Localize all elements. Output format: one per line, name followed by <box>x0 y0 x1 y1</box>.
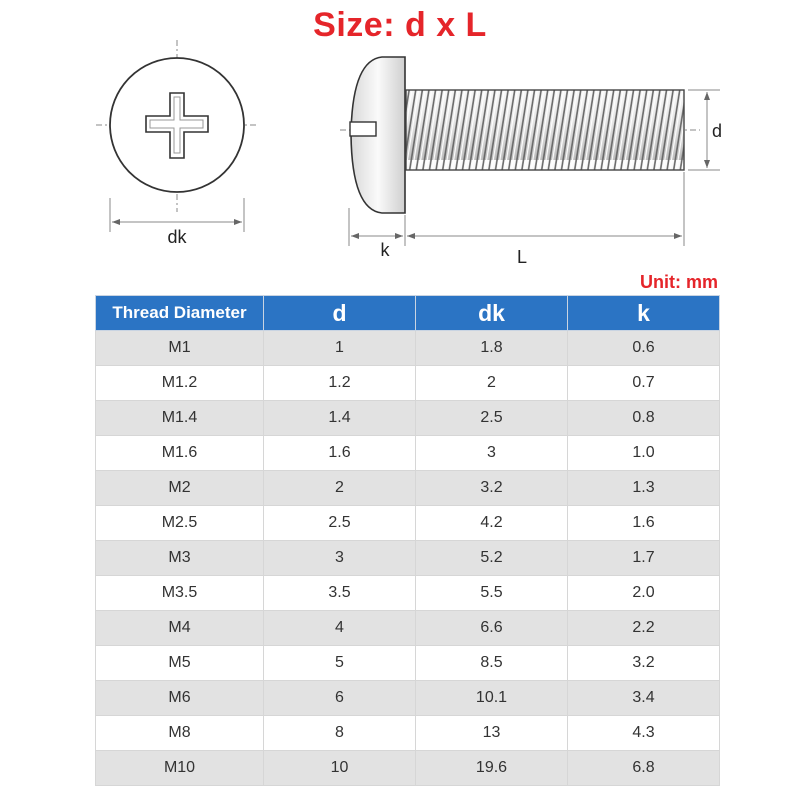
cell-d: 8 <box>264 716 416 751</box>
cell-k: 2.2 <box>568 611 720 646</box>
dk-dimension <box>110 198 244 247</box>
cell-dk: 3.2 <box>416 471 568 506</box>
cell-thread-diameter: M1 <box>96 331 264 366</box>
cell-d: 3.5 <box>264 576 416 611</box>
L-label: L <box>516 247 528 267</box>
cell-k: 4.3 <box>568 716 720 751</box>
d-label: d <box>712 121 723 141</box>
cell-dk: 10.1 <box>416 681 568 716</box>
cell-d: 1.2 <box>264 366 416 401</box>
cell-thread-diameter: M5 <box>96 646 264 681</box>
table-row <box>96 751 720 786</box>
dimension-table <box>95 295 720 786</box>
header-dk: dk <box>416 296 568 331</box>
table-row <box>96 471 720 506</box>
cell-thread-diameter: M2.5 <box>96 506 264 541</box>
cell-d: 6 <box>264 681 416 716</box>
cell-thread-diameter: M1.2 <box>96 366 264 401</box>
cell-dk: 5.5 <box>416 576 568 611</box>
table-row <box>96 401 720 436</box>
cell-thread-diameter: M4 <box>96 611 264 646</box>
cell-thread-diameter: M1.6 <box>96 436 264 471</box>
cell-k: 0.6 <box>568 331 720 366</box>
header-d: d <box>264 296 416 331</box>
screw-diagram <box>0 0 800 290</box>
cell-k: 3.4 <box>568 681 720 716</box>
cell-dk: 5.2 <box>416 541 568 576</box>
cell-d: 2 <box>264 471 416 506</box>
cell-dk: 19.6 <box>416 751 568 786</box>
cell-thread-diameter: M8 <box>96 716 264 751</box>
head-slot <box>350 122 376 136</box>
cell-d: 1.4 <box>264 401 416 436</box>
screw-side-view <box>340 57 700 213</box>
cell-thread-diameter: M1.4 <box>96 401 264 436</box>
cell-k: 0.7 <box>568 366 720 401</box>
cell-k: 3.2 <box>568 646 720 681</box>
table-body <box>96 331 720 786</box>
table-row <box>96 681 720 716</box>
cell-thread-diameter: M2 <box>96 471 264 506</box>
cell-thread-diameter: M6 <box>96 681 264 716</box>
cell-k: 1.3 <box>568 471 720 506</box>
cell-dk: 3 <box>416 436 568 471</box>
screw-head-top-view <box>96 40 258 212</box>
cell-k: 1.7 <box>568 541 720 576</box>
table-row <box>96 436 720 471</box>
table-header-row <box>96 296 720 331</box>
table-row <box>96 366 720 401</box>
threaded-shank <box>406 90 684 170</box>
header-thread-diameter: Thread Diameter <box>96 296 264 331</box>
cell-dk: 4.2 <box>416 506 568 541</box>
k-label: k <box>380 240 390 260</box>
cell-thread-diameter: M3.5 <box>96 576 264 611</box>
cell-k: 0.8 <box>568 401 720 436</box>
table-row <box>96 506 720 541</box>
cell-d: 10 <box>264 751 416 786</box>
cell-dk: 8.5 <box>416 646 568 681</box>
table-row <box>96 331 720 366</box>
dk-label: dk <box>167 227 187 247</box>
cell-thread-diameter: M10 <box>96 751 264 786</box>
cell-dk: 1.8 <box>416 331 568 366</box>
table-row <box>96 541 720 576</box>
diagram-title: Size: d x L <box>313 6 487 44</box>
cell-k: 2.0 <box>568 576 720 611</box>
cell-thread-diameter: M3 <box>96 541 264 576</box>
table-row <box>96 611 720 646</box>
header-k: k <box>568 296 720 331</box>
cell-d: 5 <box>264 646 416 681</box>
cell-d: 1.6 <box>264 436 416 471</box>
cell-d: 1 <box>264 331 416 366</box>
cell-d: 4 <box>264 611 416 646</box>
table-row <box>96 646 720 681</box>
table-row <box>96 716 720 751</box>
cell-dk: 2 <box>416 366 568 401</box>
cell-k: 1.0 <box>568 436 720 471</box>
cell-k: 6.8 <box>568 751 720 786</box>
unit-label: Unit: mm <box>640 272 718 292</box>
table-row <box>96 576 720 611</box>
cell-d: 3 <box>264 541 416 576</box>
cell-dk: 13 <box>416 716 568 751</box>
cell-d: 2.5 <box>264 506 416 541</box>
cell-dk: 6.6 <box>416 611 568 646</box>
cell-dk: 2.5 <box>416 401 568 436</box>
cell-k: 1.6 <box>568 506 720 541</box>
